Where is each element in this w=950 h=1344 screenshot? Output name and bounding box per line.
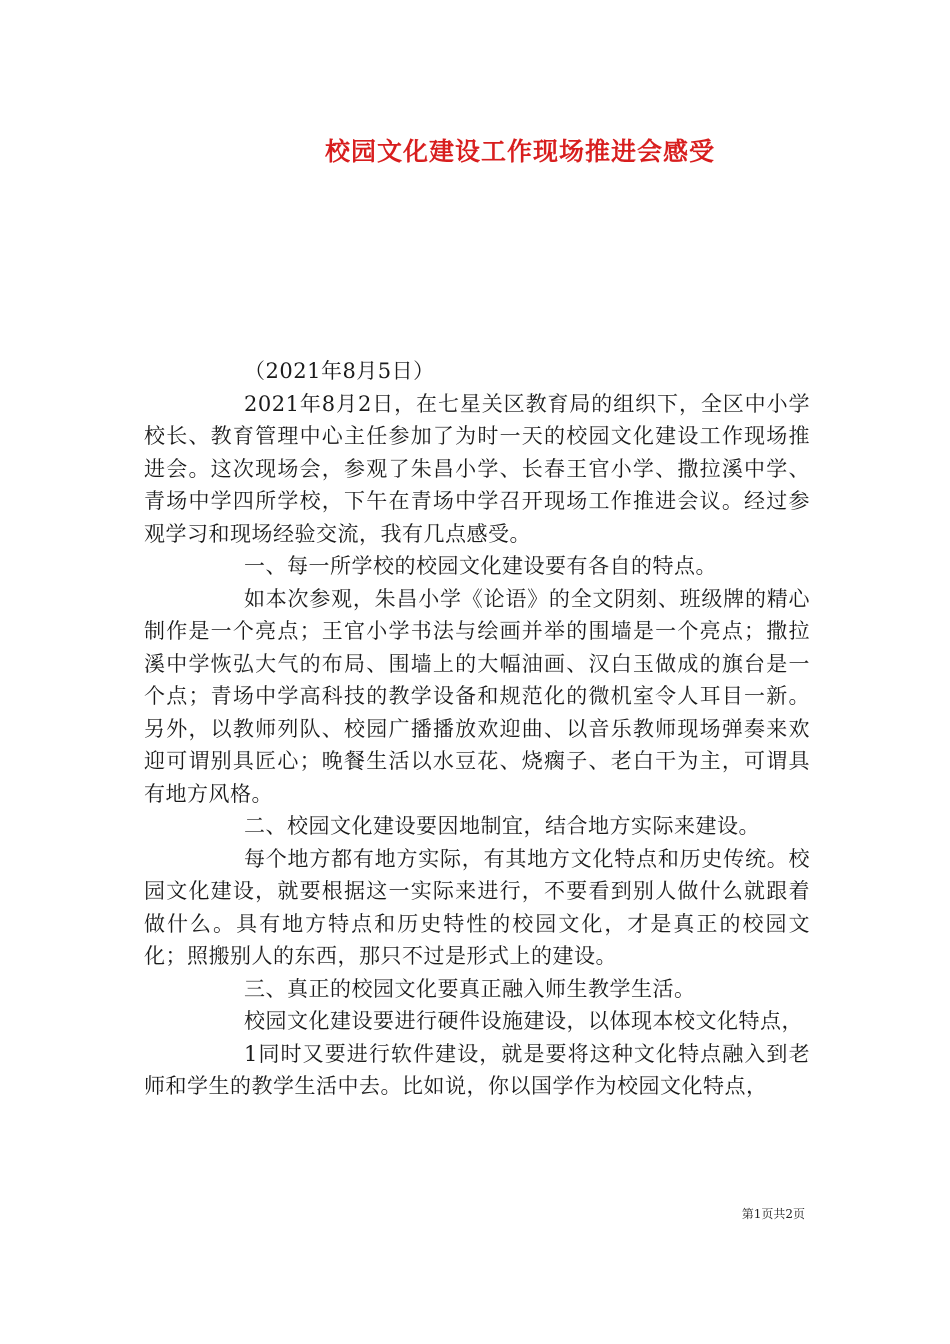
paragraph-section-2: 每个地方都有地方实际，有其地方文化特点和历史传统。校园文化建设，就要根据这一实际来进行，不要看到别人做什么就跟着做什么。具有地方特点和历史特性的校园文化，才是真正的校园文化；照搬别人的东西，那只不过是形式上的建设。	[144, 846, 810, 968]
section-heading-1: 一、每一所学校的校园文化建设要有各自的特点。	[244, 554, 717, 578]
page-number-footer: 第1页共2页	[741, 1207, 805, 1221]
section-heading-3: 三、真正的校园文化要真正融入师生教学生活。	[244, 976, 696, 1001]
paragraph-section-3b: 1同时又要进行软件建设，就是要将这种文化特点融入到老师和学生的教学生活中去。比如说，你以国学作为校园文化特点，	[144, 1041, 810, 1098]
paragraph-intro: 2021年8月2日，在七星关区教育局的组织下，全区中小学校长、教育管理中心主任参加了为时一天的校园文化建设工作现场推进会。这次现场会，参观了朱昌小学、长春王官小学、撒拉溪中学、青场中学四所学校，下午在青场中学召开现场工作推进会议。经过参观学习和现场经验交流，我有几点感受。	[144, 391, 810, 546]
paragraph-section-1: 如本次参观，朱昌小学《论语》的全文阴刻、班级牌的精心制作是一个亮点；王官小学书法与绘画并举的围墙是一个亮点；撒拉溪中学恢弘大气的布局、围墙上的大幅油画、汉白玉做成的旗台是一个点；青场中学高科技的教学设备和规范化的微机室令人耳目一新。另外，以教师列队、校园广播播放欢迎曲、以音乐教师现场弹奏来欢迎可谓别具匠心；晚餐生活以水豆花、烧瘸子、老白干为主，可谓具有地方风格。	[144, 586, 810, 806]
paragraph-section-3a: 校园文化建设要进行硬件设施建设，以体现本校文化特点，	[244, 1009, 803, 1033]
date-line: （2021年8月5日）	[244, 359, 435, 383]
document-body	[144, 355, 810, 1103]
document-title: 校园文化建设工作现场推进会感受	[324, 137, 715, 166]
section-heading-2: 二、校园文化建设要因地制宜，结合地方实际来建设。	[244, 814, 760, 838]
